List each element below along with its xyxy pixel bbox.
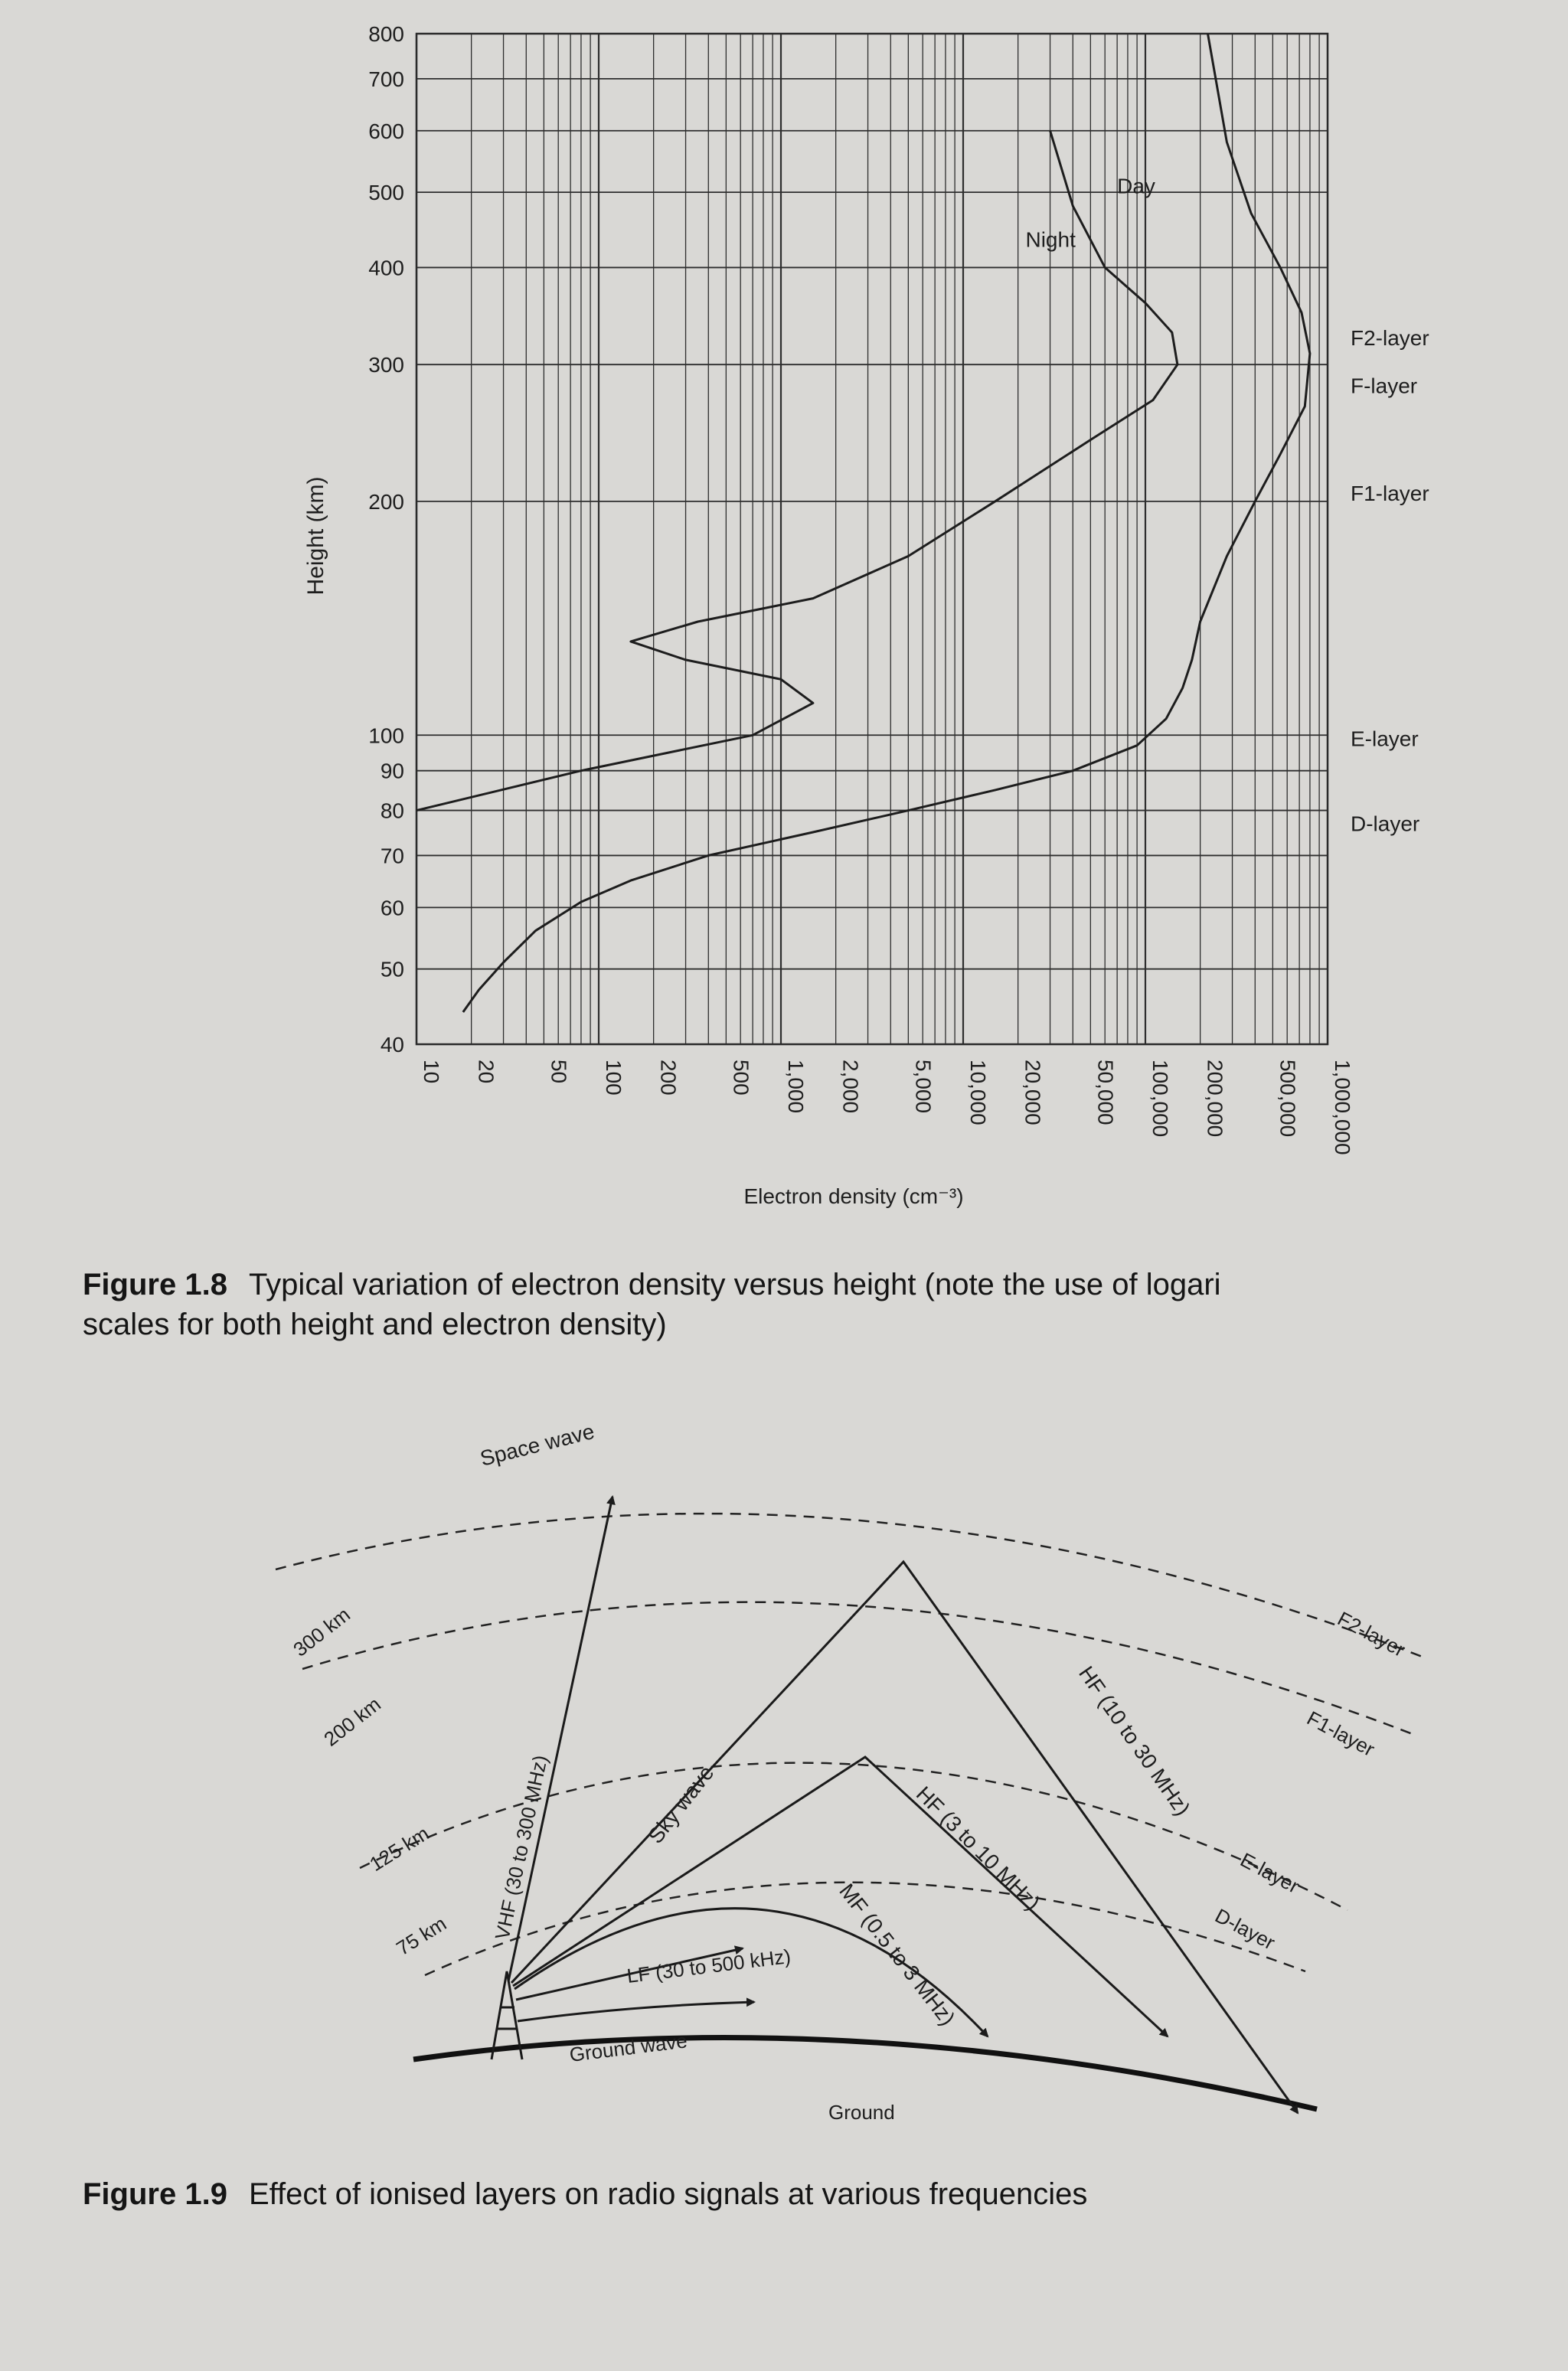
y-tick-label: 800 [368,22,404,46]
figure-1-9-number: Figure 1.9 [83,2177,227,2211]
space-wave-ray [508,1497,612,1981]
layer-arc-200km [302,1602,1413,1734]
y-tick-label: 300 [368,353,404,377]
figure-1-9-caption [83,2174,1087,2214]
y-tick-label: 700 [368,67,404,91]
d-layer-label: D-layer [1211,1903,1279,1955]
y-tick-label: 500 [368,181,404,205]
figure-1-9-caption-text: Effect of ionised layers on radio signals at various frequencies [248,2177,1088,2211]
y-tick-label: 80 [380,798,404,823]
f1-layer-label: F1-layer [1303,1706,1379,1762]
figure-1-8-number: Figure 1.8 [83,1268,227,1301]
x-tick-label: 20 [474,1060,498,1084]
h75-label: 75 km [392,1912,451,1961]
x-tick-label: 500,000 [1276,1060,1300,1138]
y-tick-label: 90 [380,759,404,783]
x-tick-label: 200,000 [1203,1060,1227,1138]
layer-arc-300km [276,1514,1424,1657]
x-tick-label: 2,000 [838,1060,863,1114]
annotation-label: F-layer [1351,374,1418,398]
x-tick-label: 1,000 [784,1060,808,1114]
x-tick-label: 50 [547,1060,571,1084]
y-tick-label: 100 [368,723,404,748]
y-tick-label: 600 [368,119,404,143]
x-tick-label: 10,000 [966,1060,990,1125]
hf-3-10-label: HF (3 to 10 MHz) [911,1782,1045,1915]
lf-label: LF (30 to 500 kHz) [626,1944,792,1987]
ground-wave-ray [518,2002,754,2021]
y-tick-label: 400 [368,256,404,280]
y-tick-label: 60 [380,896,404,920]
ground-label: Ground [828,2101,895,2124]
annotation-label: F1-layer [1351,481,1429,505]
figure-1-8-caption-line2: scales for both height and electron density) [83,1308,667,1341]
y-tick-label: 50 [380,957,404,981]
mf-label: MF (0.5 to 3 MHz) [835,1879,960,2030]
h200-label: 200 km [319,1692,385,1751]
ground-wave-label: Ground wave [568,2029,689,2066]
hf-10-30-ray [511,1562,1298,2113]
annotation-label: F2-layer [1351,325,1429,350]
h300-label: 300 km [289,1602,354,1661]
hf-10-30-label: HF (10 to 30 MHz) [1074,1661,1195,1821]
annotation-label: D-layer [1351,812,1420,836]
x-axis-label: Electron density (cm⁻³) [743,1184,964,1208]
x-tick-label: 20,000 [1021,1060,1045,1125]
x-tick-label: 100 [602,1060,626,1096]
e-layer-label: E-layer [1236,1847,1303,1898]
y-tick-label: 70 [380,844,404,868]
x-tick-label: 100,000 [1148,1060,1172,1138]
annotation-label: E-layer [1351,727,1419,751]
y-tick-label: 40 [380,1033,404,1056]
y-tick-label: 200 [368,489,404,514]
annotation-label: Day [1117,174,1155,198]
f2-layer-label: F2-layer [1334,1606,1410,1662]
x-tick-label: 50,000 [1093,1060,1118,1125]
x-tick-label: 1,000,000 [1331,1060,1354,1155]
x-tick-label: 10 [420,1060,443,1084]
y-axis-label: Height (km) [303,476,328,596]
sky-wave-label: Sky wave [643,1761,719,1848]
h125-label: 125 km [365,1821,433,1876]
space-wave-label: Space wave [477,1419,597,1471]
x-tick-label: 500 [729,1060,753,1096]
x-tick-label: 200 [656,1060,681,1096]
ground-line [413,2038,1317,2109]
annotation-label: Night [1025,227,1076,252]
x-tick-label: 5,000 [911,1060,936,1114]
vhf-label: VHF (30 to 300 MHz) [490,1752,552,1942]
figure-1-8-caption-line1: Typical variation of electron density versus height (note the use of logari [248,1268,1221,1301]
